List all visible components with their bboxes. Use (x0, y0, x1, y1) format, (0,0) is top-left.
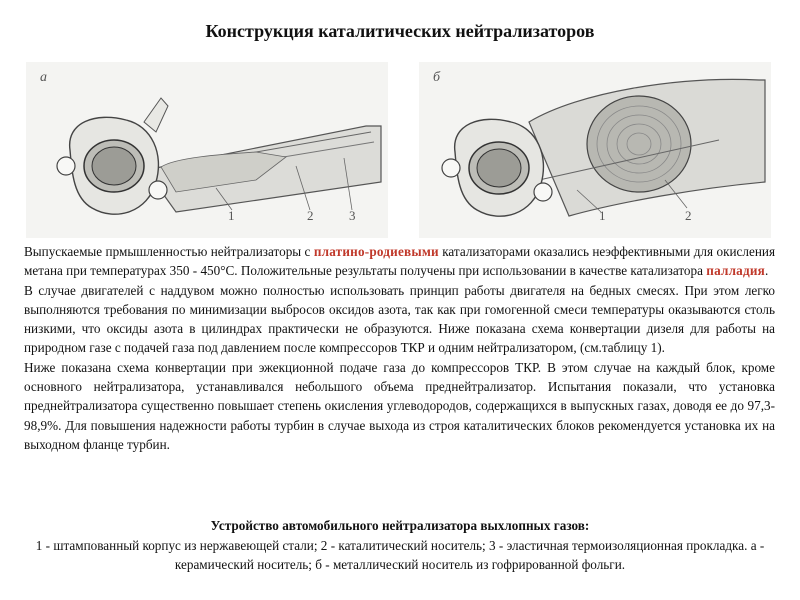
page-title: Конструкция каталитических нейтрализаторов (205, 21, 595, 41)
callout-2-b: 2 (685, 208, 692, 223)
converter-illustration-b (419, 62, 771, 238)
paragraph-1-text: Выпускаемые прмышленностью нейтрализаторы с (24, 244, 314, 259)
figure-b-label: б (433, 70, 441, 85)
figure-caption (30, 516, 770, 575)
callout-1-a: 1 (228, 208, 235, 223)
figure-metal-converter (419, 62, 771, 238)
callout-1-b: 1 (599, 208, 606, 223)
paragraph-1 (24, 242, 775, 281)
converter-illustration-a (26, 62, 388, 238)
body-text (24, 242, 775, 454)
callout-3-a: 3 (349, 208, 356, 223)
paragraph-1-text-middle: катализаторами оказались неэффективными для окисления метана при температурах 350 - 450°С. Положительные результаты получены при использовании в качестве катализатора (24, 244, 776, 279)
figure-a-label: а (40, 70, 47, 85)
highlight-platinum-rhodium: платино-родиевыми (313, 244, 439, 259)
highlight-palladium: палладия (706, 263, 765, 279)
paragraph-3: Ниже показана схема конвертации при эжекционной подаче газа до компрессоров ТКР. В этом случае на каждый блок, кроме основного нейтрализатора, устанавливался небольшого объема преднейтрализатор. Испытания показали, что установка преднейтрализатора существенно повышает степень окисления углеводородов, содержащихся в выпускных газах, доводя ее до 97,3-98,9%. Для повышения надежности работы турбин в случае выхода из строя каталитических блоков рекомендуется установка их на выходном фланце турбин. (24, 359, 775, 452)
caption-title: Устройство автомобильного нейтрализатора выхлопных газов: (210, 518, 590, 533)
callout-2-a: 2 (307, 208, 314, 223)
caption-text: 1 - штампованный корпус из нержавеющей стали; 2 - каталитический носитель; 3 - эластичная термоизоляционная прокладка. а - керамический носитель; б - металлический носитель из гофрированной фольги. (35, 537, 765, 572)
figure-ceramic-converter (26, 62, 388, 238)
paragraph-1-text-end: . (764, 263, 769, 279)
paragraph-2: В случае двигателей с наддувом можно полностью использовать принцип работы двигателя на бедных смесях. При этом легко выполняются требования по минимизации выбросов оксидов азота, так как при гомогенной смеси температуры оказываются столь низкими, что оксиды азота в цилиндрах практически не образуются. Ниже показана схема конвертации дизеля для работы на природном газе с подачей газа под давлением после компрессоров ТКР и одним нейтрализатором, (см.таблицу 1). (24, 282, 775, 356)
